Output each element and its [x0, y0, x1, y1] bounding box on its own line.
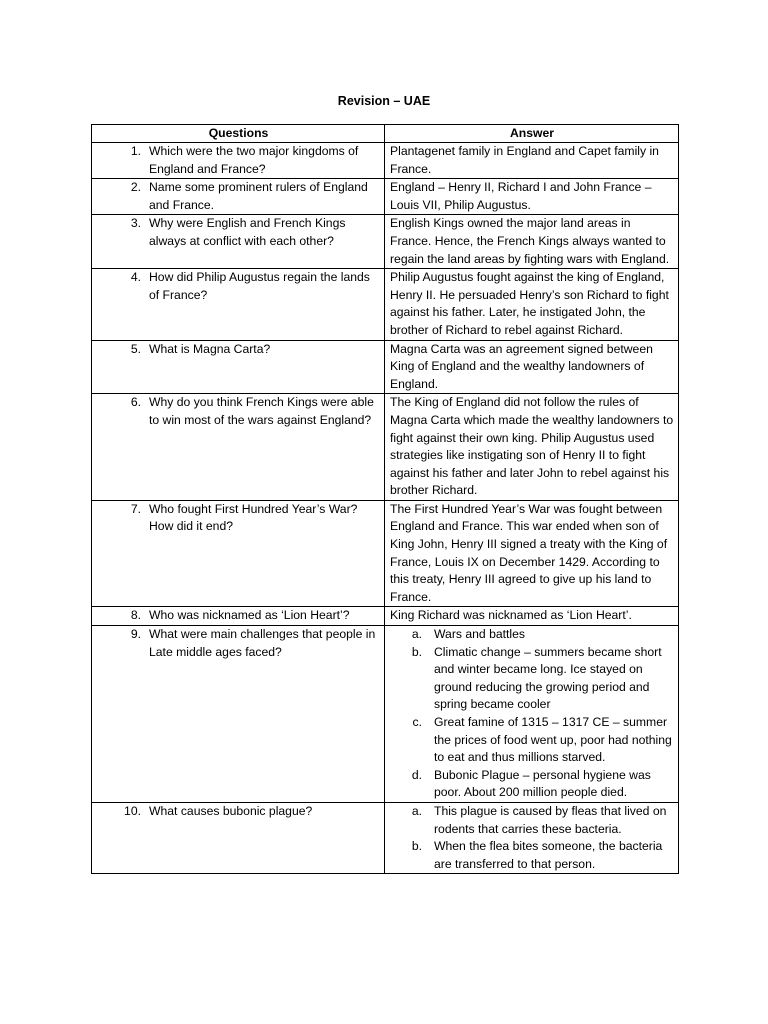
question-number: 9. — [130, 627, 141, 642]
table-row — [92, 626, 679, 803]
question-text: Why were English and French Kings always at conflict with each other? — [149, 216, 346, 248]
answer-list-item — [390, 626, 674, 644]
question-text: Why do you think French Kings were able to win most of the wars against England? — [149, 395, 374, 427]
table-row — [92, 215, 679, 269]
question-number: 1. — [130, 144, 141, 158]
question-cell — [92, 340, 385, 394]
list-label: a. — [411, 803, 422, 818]
table-row — [92, 500, 679, 607]
answer-header: Answer — [385, 125, 679, 143]
question-cell — [92, 179, 385, 215]
question-cell — [92, 269, 385, 340]
question-text: Name some prominent rulers of England and France. — [149, 180, 368, 212]
answer-cell — [385, 802, 679, 873]
question-cell — [92, 143, 385, 179]
table-row — [92, 179, 679, 215]
question-cell — [92, 607, 385, 626]
answer-cell: Plantagenet family in England and Capet family in France. — [385, 143, 679, 179]
answer-list-item — [390, 803, 674, 838]
list-text: Great famine of 1315 – 1317 CE – summer the prices of food went up, poor had nothing to eat and thus millions starved. — [434, 715, 672, 765]
question-text: Who was nicknamed as ‘Lion Heart’? — [149, 608, 350, 623]
table-row — [92, 143, 679, 179]
table-row — [92, 340, 679, 394]
question-number: 6. — [130, 395, 141, 410]
question-cell — [92, 802, 385, 873]
answer-list — [390, 626, 674, 802]
list-label: b. — [411, 839, 422, 854]
list-label: a. — [411, 627, 422, 642]
table-row — [92, 394, 679, 501]
question-text: Which were the two major kingdoms of England and France? — [149, 144, 359, 176]
answer-list-item — [390, 644, 674, 714]
question-number: 10. — [124, 803, 141, 818]
question-number: 4. — [130, 270, 141, 285]
question-cell — [92, 215, 385, 269]
question-number: 3. — [130, 216, 141, 231]
table-row — [92, 607, 679, 626]
question-text: What is Magna Carta? — [149, 341, 271, 356]
list-text: This plague is caused by fleas that lived on rodents that carries these bacteria. — [434, 803, 667, 836]
list-label: c. — [412, 715, 422, 729]
answer-cell: England – Henry II, Richard I and John France – Louis VII, Philip Augustus. — [385, 179, 679, 215]
answer-list-item — [390, 714, 674, 767]
page-title: Revision – UAE — [337, 94, 431, 108]
list-label: b. — [411, 644, 422, 659]
answer-list-item — [390, 838, 674, 873]
table-header-row — [92, 125, 679, 143]
list-text: When the flea bites someone, the bacteria are transferred to that person. — [434, 839, 663, 871]
question-text: What were main challenges that people in Late middle ages faced? — [149, 627, 376, 659]
answer-cell: The King of England did not follow the rules of Magna Carta which made the wealthy landowners to fight against their own king. Philip Augustus used strategies like instigating son of Henry II to fight against his father and later John to rebel against his brother Richard. — [385, 394, 679, 501]
list-text: Climatic change – summers became short and winter became long. Ice stayed on ground reducing the growing period and spring became cooler — [434, 644, 662, 712]
question-text: How did Philip Augustus regain the lands of France? — [149, 270, 370, 302]
questions-header: Questions — [92, 125, 385, 143]
question-text: What causes bubonic plague? — [149, 803, 313, 818]
answer-cell: King Richard was nicknamed as ‘Lion Heart’. — [385, 607, 679, 626]
answer-cell: English Kings owned the major land areas in France. Hence, the French Kings always wanted to regain the land areas by fighting wars with England. — [385, 215, 679, 269]
answer-cell: The First Hundred Year’s War was fought between England and France. This war ended when son of King John, Henry III signed a treaty with the King of France, Louis IX on December 1429. According to this treaty, Henry III agreed to give up his land to France. — [385, 500, 679, 607]
question-text: Who fought First Hundred Year’s War? How did it end? — [149, 501, 358, 534]
answer-list — [390, 803, 674, 873]
question-number: 8. — [130, 608, 141, 623]
answer-list-item — [390, 767, 674, 802]
table-row — [92, 802, 679, 873]
question-cell — [92, 394, 385, 501]
question-number: 2. — [130, 180, 141, 195]
question-number: 7. — [130, 501, 141, 516]
question-cell — [92, 500, 385, 607]
revision-table — [91, 124, 679, 874]
table-row — [92, 269, 679, 340]
question-cell — [92, 626, 385, 803]
answer-cell — [385, 626, 679, 803]
answer-cell: Philip Augustus fought against the king of England, Henry II. He persuaded Henry’s son Richard to fight against his father. Later, he instigated John, the brother of Richard to rebel against Richard. — [385, 269, 679, 340]
list-label: d. — [411, 767, 422, 782]
list-text: Bubonic Plague – personal hygiene was poor. About 200 million people died. — [434, 767, 651, 800]
question-number: 5. — [130, 341, 141, 356]
list-text: Wars and battles — [434, 627, 525, 642]
answer-cell: Magna Carta was an agreement signed between King of England and the wealthy landowners of England. — [385, 340, 679, 394]
